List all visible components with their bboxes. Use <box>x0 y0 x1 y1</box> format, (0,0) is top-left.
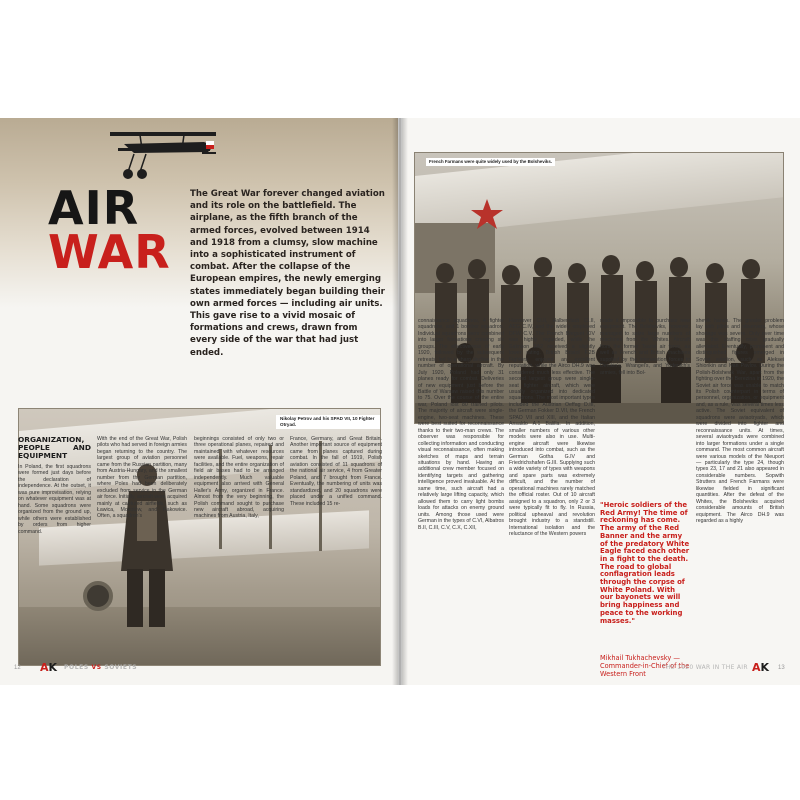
text-column-3: beginnings consisted of only two or three operational planes, repaired and maintained with whatever resources were available. Fuel, weapons, repair facilities, and the entire organization of field air bases had to be arranged independently. Much valuable equipment also arrived with General Haller's Army, organized in France. Almost from the very beginning, the Polish command sought to purchase new aircraft abroad, acquiring machines from Austria, Italy, <box>194 436 284 520</box>
ak-logo-right <box>752 661 769 674</box>
pull-quote: "Heroic soldiers of the Red Army! The time of reckoning has come. The army of the Red Banner and the army of the predatory White Eagle faced each other in a fight to the death. The road to global conflagration leads through the corpse of White Poland. With our bayonets we will bring happiness and peace to the working masses." <box>600 501 690 625</box>
red-star-icon <box>469 197 505 233</box>
left-page <box>0 118 398 685</box>
running-head-right: THE 1920 WAR IN THE AIR <box>662 664 748 671</box>
text-column-4: France, Germany, and Great Britain. Another important source of equipment came from planes captured during combat. In the fall of 1919, Polish aviation consisted of 11 squadrons of the national air service, 4 from Greater Poland, and 7 brought from France. Eventually, the numbering of units was standardized, and 20 squadrons were placed under a unified command. These included 15 re- <box>290 436 382 507</box>
running-vs: VS <box>91 664 102 671</box>
ak-logo-a: A <box>752 661 761 674</box>
running-soviets: SOVIETS <box>104 664 138 671</box>
text-column-5: connaissance squadrons, 4 fighter squadrons, and 1 bomber squadron. Individual squadrons were combined into larger formations creating six groups. The effectiveness of early 1920, followed by the subsequent retreats, led to a sharp decline in the number of operational aircraft. By July 1920, Poland had only 31 planes ready for combat. Deliveries of new equipment just before the Battle of Warsaw raised this number to 75. Over the course of the entire war, Poland lost 80 trained pilots. The majority of aircraft were single-engine, two-seat machines. These were best suited for reconnaissance thanks to their two-man crews. The observer was responsible for collecting information and conducting visual reconnaissance, often making sketches of maps and terrain situations by hand. Having an additional crew member focused on identifying targets and gathering intelligence proved invaluable. At the same time, such aircraft had a relatively large lifting capacity, which allowed them to carry light bombs loads for attacks on enemy ground units. Among those used were German in the types of C.VI, Albatros B.II, C.III, C.V, C.X, C.XII, <box>418 318 504 531</box>
ak-logo-k: K <box>48 661 58 674</box>
text-column-2: With the end of the Great War, Polish pilots who had served in foreign armies began returning to the country. The largest group of aviation personnel came from the Russian partition, many from Austria-Hungary, and the smallest number from the German partition, where Poles had been deliberately excluded from service in the German air force. Initially, aircraft were acquired mainly at captured airfields, such as Ławica, Mokotów, and Rakowice. Often, a squadron's <box>97 436 187 520</box>
biplane-silhouette-icon <box>104 122 222 186</box>
page-gutter <box>392 118 408 685</box>
article-title <box>48 181 171 279</box>
running-poles: POLES <box>64 664 89 671</box>
ak-logo-left <box>40 661 57 674</box>
body-text: In Poland, the first squadrons were formed just days before the declaration of independence. At the outset, it was pure improvisation, relying on whatever equipment was at hand. Some squadrons were organized from the ground up, while others were established by orders from higher command. <box>18 464 91 535</box>
pull-quote-attribution: Mikhail Tukhachevsky — Commander-in-Chief of the Western Front <box>600 654 690 678</box>
photo-caption-left: Nikolay Petrov and his SPAD VII, 10 Fighter Otryad. <box>276 415 380 429</box>
photo-caption-right: French Farmans were quite widely used by the Bolsheviks. <box>426 158 555 166</box>
title-line-air: AIR <box>48 181 140 235</box>
text-column-7: made it impossible to purchase new equipment. The Bolsheviks, however, managed to seize large numbers of machines from the Whites. Aircraft from the former Tsarist air force, as well as French and British machines supplied by the intervention forces to Denikin's, Wrangel's, and Yudenich's armies, fell into Bol- <box>600 318 690 376</box>
intro-paragraph: The Great War forever changed aviation and its role on the battlefield. The airplane, as the fifth branch of the armed forces, evolved between 1914 and 1918 from a clumsy, slow machine into a sophisticated instrument of combat. After the collapse of the European empires, the newly emerging states immediately began building their own armed forces — including air units. This gave rise to a vivid mosaic of formations and crews, drawn from every side of the war that had just ended. <box>190 189 385 358</box>
page-number-right: 13 <box>778 665 785 671</box>
running-head-left <box>64 664 137 671</box>
ak-logo-a: A <box>40 661 49 674</box>
text-column-1 <box>18 320 91 535</box>
text-column-8: shevik hands. The greater problem lay with pilots and observers, whose shortage was severe. Only over time was this staffing crisis gradually alleviated. Eventually, prominent and distinguished figures emerged in Soviet aviation, such as Aleksei Shiorikin and Ivan Pavlov. During the Polish-Bolshevik War, apart from the fighting over the Berezina in 1920, the Soviet air force was unable to match its Polish counterpart in terms of personnel, organization, or equipment and, as a rule, was several times less active. The Soviet equivalent of squadrons were aviaotryads, which were divided into fighter and reconnaissance units. At times, several aviaotryads were combined into larger formations under a single command. The most common aircraft were various models of the Nieuport — particularly the type 24, though types 23, 17 and 21 also appeared in considerable numbers. Sopwith Strutters and French Farmans were likewise fielded in significant quantities. After the defeat of the Whites, the Bolsheviks acquired considerable amounts of British equipment. The Airco DH.9 was regarded as a highly <box>696 318 784 525</box>
section-heading: ORGANIZATION, PEOPLE AND EQUIPMENT <box>18 435 91 460</box>
photo-wheel <box>83 581 113 611</box>
title-line-war: WAR <box>48 225 171 279</box>
ak-logo-k: K <box>760 661 770 674</box>
text-column-6: Hannover CI.II, Halberstadt CI.II, AEG C.IV, and the widely employed DFW C.V. The French Breguet XIV was highly regarded, while the Salmson 2A2 received a slightly lower rating. British Bristol F.2B Fighters enjoyed an excellent reputation, while the Airco DH.9 was considered much less effective. The second largest group were single-seat fighter aircraft, which were usually organized into dedicated squadrons. The most important types included the Austrian Oeffag D.III, the German Fokker D.VII, the French SPAD VII and XIII, and the Italian Ansaldo A.1 Balilla. In addition, smaller numbers of various other models were also in use. Multi-engine aircraft were likewise introduced into combat, such as the German Gotha G.IV and Friedrichshafen G.III. Supplying such a wide variety of types with weapons and spare parts was extremely difficult, and the number of operational machines rarely matched the official roster. Out of 10 aircraft assigned to a squadron, only 2 or 3 were typically fit to fly. In Russia, political upheaval and revolution brought industry to a standstill. International isolation and the reluctance of the Western powers <box>509 318 595 537</box>
page-number-left: 12 <box>14 665 21 671</box>
photo-ground <box>19 607 381 666</box>
